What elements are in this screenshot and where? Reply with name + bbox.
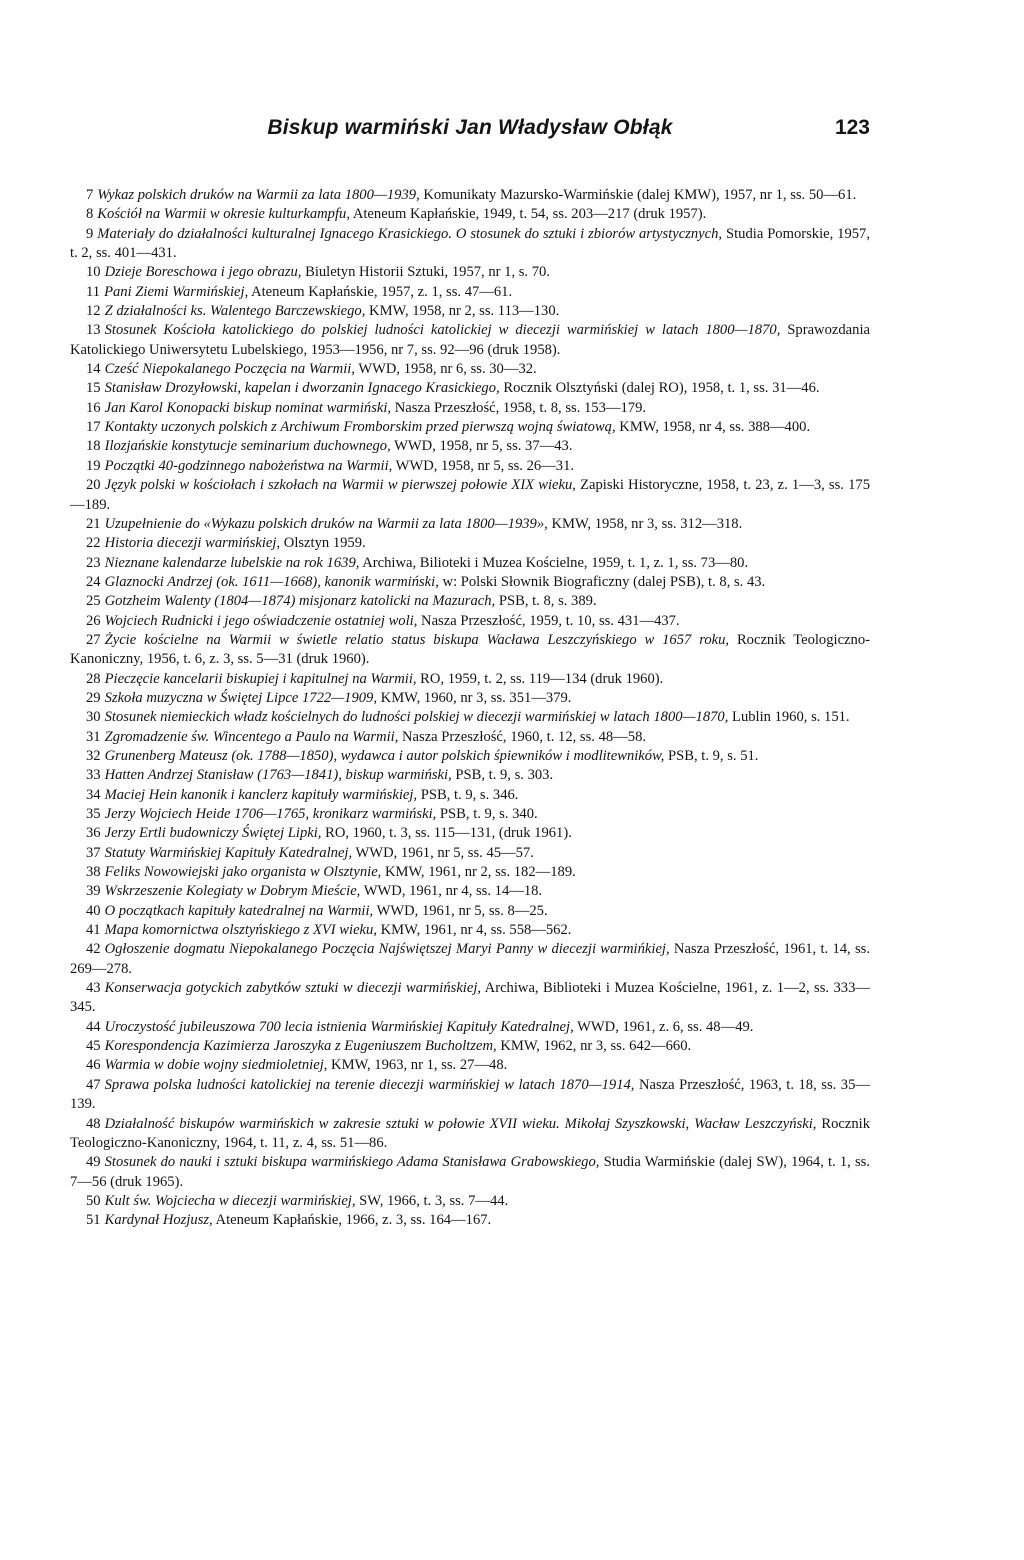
footnote-citation: Rocznik Teologiczno-Kanoniczny, 1956, t. 6, z. 3, ss. 5—31 (druk 1960). xyxy=(70,631,870,668)
footnote-title: Korespondencja Kazimierza Jaroszyka z Eugeniuszem Bucholtzem, xyxy=(104,1038,497,1055)
footnote-citation: Komunikaty Mazursko-Warmińskie (dalej KMW), 1957, nr 1, ss. 50—61. xyxy=(419,187,857,203)
footnote-number: 29 xyxy=(86,689,101,706)
footnote-citation: KMW, 1958, nr 4, ss. 388—400. xyxy=(615,419,811,436)
footnote-title: Kardynał Hozjusz, xyxy=(104,1212,213,1229)
footnote-citation: PSB, t. 9, s. 303. xyxy=(451,767,554,784)
footnote-citation: Studia Warmińskie (dalej SW), 1964, t. 1, ss. 7—56 (druk 1965). xyxy=(70,1154,870,1190)
footnote-number: 47 xyxy=(86,1076,101,1093)
footnote-number: 45 xyxy=(86,1038,101,1055)
footnote-number: 36 xyxy=(86,825,101,842)
footnote-title: Mapa komornictwa olsztyńskiego z XVI wieku, xyxy=(104,922,377,939)
footnote-citation: PSB, t. 9, s. 51. xyxy=(664,747,759,764)
footnote-36 xyxy=(70,824,870,843)
footnote-citation: RO, 1959, t. 2, ss. 119—134 (druk 1960). xyxy=(416,670,664,687)
footnote-40 xyxy=(70,902,870,921)
footnote-title: Wskrzeszenie Kolegiaty w Dobrym Mieście, xyxy=(104,883,361,900)
footnote-28 xyxy=(70,670,870,689)
footnote-citation: Nasza Przeszłość, 1958, t. 8, ss. 153—179. xyxy=(391,399,647,416)
footnote-number: 32 xyxy=(86,747,101,764)
footnote-number: 50 xyxy=(86,1192,101,1209)
footnote-citation: Olsztyn 1959. xyxy=(280,535,366,552)
footnote-14 xyxy=(70,360,870,379)
footnote-number: 18 xyxy=(86,438,101,455)
footnote-number: 38 xyxy=(86,864,101,881)
footnote-citation: Archiwa, Biblioteki i Muzea Kościelne, 1961, z. 1—2, ss. 333—345. xyxy=(70,980,870,1016)
footnote-citation: KMW, 1961, nr 4, ss. 558—562. xyxy=(376,922,572,939)
footnote-citation: KMW, 1962, nr 3, ss. 642—660. xyxy=(496,1038,692,1055)
footnote-33 xyxy=(70,766,870,785)
footnote-43 xyxy=(70,979,870,1018)
footnote-citation: WWD, 1961, nr 4, ss. 14—18. xyxy=(360,883,543,900)
footnote-number: 35 xyxy=(86,806,101,822)
footnote-number: 19 xyxy=(86,457,101,474)
footnote-42 xyxy=(70,940,870,979)
footnote-citation: Lublin 1960, s. 151. xyxy=(728,709,850,726)
footnote-citation: KMW, 1960, nr 3, ss. 351—379. xyxy=(377,689,572,706)
footnote-13 xyxy=(70,321,870,360)
footnote-number: 9 xyxy=(86,225,94,242)
footnote-8 xyxy=(70,205,870,224)
footnote-number: 43 xyxy=(86,980,101,997)
footnote-49 xyxy=(70,1153,870,1192)
footnote-title: Warmia w dobie wojny siedmioletniej, xyxy=(104,1057,328,1074)
footnote-title: Feliks Nowowiejski jako organista w Olsztynie, xyxy=(104,864,382,881)
footnote-number: 44 xyxy=(86,1018,101,1035)
footnote-10 xyxy=(70,263,870,282)
footnote-number: 16 xyxy=(86,399,101,416)
footnote-title: Konserwacja gotyckich zabytków sztuki w diecezji warmińskiej, xyxy=(104,980,482,997)
footnote-citation: RO, 1960, t. 3, ss. 115—131, (druk 1961). xyxy=(321,825,572,842)
footnote-title: Glaznocki Andrzej (ok. 1611—1668), kanonik warmiński, xyxy=(104,573,439,590)
footnote-title: Język polski w kościołach i szkołach na Warmii w pierwszej połowie XIX wieku, xyxy=(104,477,576,494)
footnote-title: Jerzy Wojciech Heide 1706—1765, kronikarz warmiński, xyxy=(104,806,437,822)
footnote-number: 21 xyxy=(86,515,101,532)
footnote-citation: PSB, t. 9, s. 340. xyxy=(436,806,538,822)
footnote-title: Materiały do działalności kulturalnej Ignacego Krasickiego. O stosunek do sztuki i zbiorów artystycznych, xyxy=(97,225,723,242)
footnote-citation: PSB, t. 8, s. 389. xyxy=(495,593,597,610)
footnote-number: 26 xyxy=(86,612,101,629)
footnote-citation: Sprawozdania Katolickiego Uniwersytetu Lubelskiego, 1953—1956, nr 7, ss. 92—96 (druk 1958). xyxy=(70,322,870,358)
footnote-11 xyxy=(70,283,870,302)
footnote-35 xyxy=(70,805,870,824)
footnote-22 xyxy=(70,534,870,553)
footnote-citation: Nasza Przeszłość, 1959, t. 10, ss. 431—437. xyxy=(417,612,680,629)
footnote-list xyxy=(70,186,870,1231)
footnote-number: 11 xyxy=(86,283,101,300)
footnote-citation: KMW, 1963, nr 1, ss. 27—48. xyxy=(327,1057,508,1074)
footnote-12 xyxy=(70,302,870,321)
footnote-citation: Biuletyn Historii Sztuki, 1957, nr 1, s. 70. xyxy=(301,264,550,281)
footnote-29 xyxy=(70,689,870,708)
footnote-title: Sprawa polska ludności katolickiej na terenie diecezji warmińskiej w latach 1870—1914, xyxy=(104,1076,635,1093)
footnote-title: Początki 40-godzinnego nabożeństwa na Warmii, xyxy=(104,457,393,474)
footnote-citation: KMW, 1961, nr 2, ss. 182—189. xyxy=(381,864,576,881)
footnote-title: Maciej Hein kanonik i kanclerz kapituły warmińskiej, xyxy=(104,786,418,803)
footnote-31 xyxy=(70,728,870,747)
footnote-title: Zgromadzenie św. Wincentego a Paulo na Warmii, xyxy=(104,728,399,745)
footnote-30 xyxy=(70,708,870,727)
running-title: Biskup warmiński Jan Władysław Obłąk xyxy=(267,116,673,139)
footnote-44 xyxy=(70,1018,870,1037)
footnote-title: Stosunek niemieckich władz kościelnych do ludności polskiej w diecezji warmińskiej w latach 1800—1870, xyxy=(104,709,729,726)
footnote-title: Pieczęcie kancelarii biskupiej i kapitulnej na Warmii, xyxy=(104,670,417,687)
footnote-title: Gotzheim Walenty (1804—1874) misjonarz katolicki na Mazurach, xyxy=(104,593,496,610)
footnote-title: Z działalności ks. Walentego Barczewskiego, xyxy=(104,303,366,320)
footnote-title: Ogłoszenie dogmatu Niepokalanego Poczęcia Najświętszej Maryi Panny w diecezji warmińkiej, xyxy=(104,941,670,958)
footnote-title: Jerzy Ertli budowniczy Świętej Lipki, xyxy=(104,825,322,842)
footnote-citation: w: Polski Słownik Biograficzny (dalej PSB), t. 8, s. 43. xyxy=(438,573,766,590)
footnote-title: Stanisław Drozyłowski, kapelan i dworzanin Ignacego Krasickiego, xyxy=(104,380,500,397)
footnote-citation: Studia Pomorskie, 1957, t. 2, ss. 401—431. xyxy=(70,225,871,262)
document-page xyxy=(70,110,870,1231)
footnote-21 xyxy=(70,515,870,534)
footnote-number: 37 xyxy=(86,844,101,861)
footnote-45 xyxy=(70,1037,870,1056)
footnote-38 xyxy=(70,863,870,882)
footnote-number: 33 xyxy=(86,767,101,784)
footnote-number: 10 xyxy=(86,264,101,281)
footnote-number: 8 xyxy=(86,206,94,223)
footnote-37 xyxy=(70,844,870,863)
footnote-title: Dzieje Boreschowa i jego obrazu, xyxy=(104,264,302,281)
footnote-title: Stosunek Kościoła katolickiego do polskiej ludności katolickiej w diecezji warmińskiej w latach 1800—1870, xyxy=(104,322,781,339)
footnote-citation: Ateneum Kapłańskie, 1957, z. 1, ss. 47—61. xyxy=(248,283,513,300)
footnote-number: 28 xyxy=(86,670,101,687)
footnote-17 xyxy=(70,418,870,437)
footnote-48 xyxy=(70,1115,870,1154)
footnote-title: Cześć Niepokalanego Poczęcia na Warmii, xyxy=(104,361,355,378)
footnote-title: Kontakty uczonych polskich z Archiwum Fromborskim przed pierwszą wojną światową, xyxy=(104,419,616,436)
footnote-citation: Zapiski Historyczne, 1958, t. 23, z. 1—3, ss. 175—189. xyxy=(70,477,870,513)
footnote-number: 25 xyxy=(86,593,101,610)
page-number: 123 xyxy=(834,116,870,139)
footnote-citation: WWD, 1958, nr 5, ss. 26—31. xyxy=(392,457,575,474)
footnote-title: Życie kościelne na Warmii w świetle relatio status biskupa Wacława Leszczyńskiego w 1657 roku, xyxy=(104,631,730,648)
footnote-number: 13 xyxy=(86,322,101,339)
footnote-24 xyxy=(70,573,870,592)
footnote-title: Uroczystość jubileuszowa 700 lecia istnienia Warmińskiej Kapituły Katedralnej, xyxy=(104,1018,574,1035)
footnote-39 xyxy=(70,882,870,901)
footnote-title: Szkoła muzyczna w Świętej Lipce 1722—1909, xyxy=(104,689,377,706)
footnote-7 xyxy=(70,186,870,205)
footnote-number: 7 xyxy=(86,187,94,203)
footnote-title: Nieznane kalendarze lubelskie na rok 1639, xyxy=(104,554,360,571)
footnote-citation: WWD, 1961, z. 6, ss. 48—49. xyxy=(573,1018,754,1035)
footnote-title: Kościół na Warmii w okresie kulturkampfu, xyxy=(97,206,350,223)
footnote-number: 24 xyxy=(86,573,101,590)
footnote-51 xyxy=(70,1211,870,1230)
footnote-title: Hatten Andrzej Stanisław (1763—1841), biskup warmiński, xyxy=(104,767,452,784)
footnote-number: 39 xyxy=(86,883,101,900)
footnote-citation: Nasza Przeszłość, 1960, t. 12, ss. 48—58. xyxy=(398,728,647,745)
footnote-34 xyxy=(70,786,870,805)
footnote-title: Uzupełnienie do «Wykazu polskich druków na Warmii za lata 1800—1939», xyxy=(104,515,548,532)
footnote-18 xyxy=(70,437,870,456)
footnote-41 xyxy=(70,921,870,940)
footnote-number: 15 xyxy=(86,380,101,397)
footnote-citation: Ateneum Kapłańskie, 1966, z. 3, ss. 164—167. xyxy=(212,1212,492,1229)
footnote-number: 12 xyxy=(86,303,101,320)
footnote-citation: WWD, 1958, nr 5, ss. 37—43. xyxy=(390,438,573,455)
footnote-46 xyxy=(70,1056,870,1075)
footnote-title: Ilozjańskie konstytucje seminarium duchownego, xyxy=(104,438,391,455)
footnote-number: 30 xyxy=(86,709,101,726)
footnote-number: 40 xyxy=(86,902,101,919)
footnote-number: 48 xyxy=(86,1115,101,1132)
footnote-number: 51 xyxy=(86,1212,101,1229)
footnote-25 xyxy=(70,592,870,611)
footnote-number: 42 xyxy=(86,941,101,958)
footnote-15 xyxy=(70,379,870,398)
running-head xyxy=(70,110,870,150)
footnote-citation: KMW, 1958, nr 2, ss. 113—130. xyxy=(365,303,560,320)
footnote-number: 22 xyxy=(86,535,101,552)
footnote-citation: WWD, 1961, nr 5, ss. 45—57. xyxy=(352,844,534,861)
footnote-citation: Archiwa, Bilioteki i Muzea Kościelne, 1959, t. 1, z. 1, ss. 73—80. xyxy=(359,554,749,571)
footnote-number: 14 xyxy=(86,361,101,378)
footnote-title: Wojciech Rudnicki i jego oświadczenie ostatniej woli, xyxy=(104,612,418,629)
footnote-number: 20 xyxy=(86,477,101,494)
footnote-title: Jan Karol Konopacki biskup nominat warmiński, xyxy=(104,399,392,416)
footnote-citation: Ateneum Kapłańskie, 1949, t. 54, ss. 203—217 (druk 1957). xyxy=(349,206,707,223)
footnote-citation: Rocznik Teologiczno-Kanoniczny, 1964, t. 11, z. 4, ss. 51—86. xyxy=(70,1115,870,1151)
footnote-number: 46 xyxy=(86,1057,101,1074)
footnote-citation: WWD, 1961, nr 5, ss. 8—25. xyxy=(373,902,548,919)
footnote-20 xyxy=(70,476,870,515)
footnote-number: 41 xyxy=(86,922,101,939)
footnote-citation: Nasza Przeszłość, 1963, t. 18, ss. 35—139. xyxy=(70,1076,870,1113)
footnote-title: Statuty Warmińskiej Kapituły Katedralnej, xyxy=(104,844,353,861)
footnote-citation: KMW, 1958, nr 3, ss. 312—318. xyxy=(547,515,743,532)
footnote-19 xyxy=(70,457,870,476)
footnote-citation: PSB, t. 9, s. 346. xyxy=(417,786,519,803)
footnote-title: Kult św. Wojciecha w diecezji warmińskiej, xyxy=(104,1192,356,1209)
footnote-title: Historia diecezji warmińskiej, xyxy=(104,535,281,552)
footnote-16 xyxy=(70,399,870,418)
footnote-26 xyxy=(70,612,870,631)
footnote-9 xyxy=(70,225,870,264)
footnote-32 xyxy=(70,747,870,766)
footnote-title: Działalność biskupów warmińskich w zakresie sztuki w połowie XVII wieku. Mikołaj Szyszkowski, Wacław Leszczyński, xyxy=(104,1115,817,1132)
footnote-citation: WWD, 1958, nr 6, ss. 30—32. xyxy=(354,361,537,378)
footnote-47 xyxy=(70,1076,870,1115)
footnote-citation: SW, 1966, t. 3, ss. 7—44. xyxy=(355,1192,509,1209)
footnote-number: 17 xyxy=(86,419,101,436)
footnote-50 xyxy=(70,1192,870,1211)
footnote-27 xyxy=(70,631,870,670)
footnote-number: 23 xyxy=(86,554,101,571)
footnote-number: 31 xyxy=(86,728,101,745)
footnote-number: 49 xyxy=(86,1154,101,1171)
footnote-number: 34 xyxy=(86,786,101,803)
footnote-title: Stosunek do nauki i sztuki biskupa warmińskiego Adama Stanisława Grabowskiego, xyxy=(104,1154,600,1171)
footnote-title: Pani Ziemi Warmińskiej, xyxy=(104,283,249,300)
footnote-title: Grunenberg Mateusz (ok. 1788—1850), wydawca i autor polskich śpiewników i modlitewników, xyxy=(104,747,665,764)
footnote-citation: Nasza Przeszłość, 1961, t. 14, ss. 269—278. xyxy=(70,941,870,977)
footnote-number: 27 xyxy=(86,631,101,648)
footnote-title: O początkach kapituły katedralnej na Warmii, xyxy=(104,902,374,919)
footnote-23 xyxy=(70,554,870,573)
footnote-title: Wykaz polskich druków na Warmii za lata 1800—1939, xyxy=(97,187,420,203)
footnote-citation: Rocznik Olsztyński (dalej RO), 1958, t. 1, ss. 31—46. xyxy=(499,380,820,397)
